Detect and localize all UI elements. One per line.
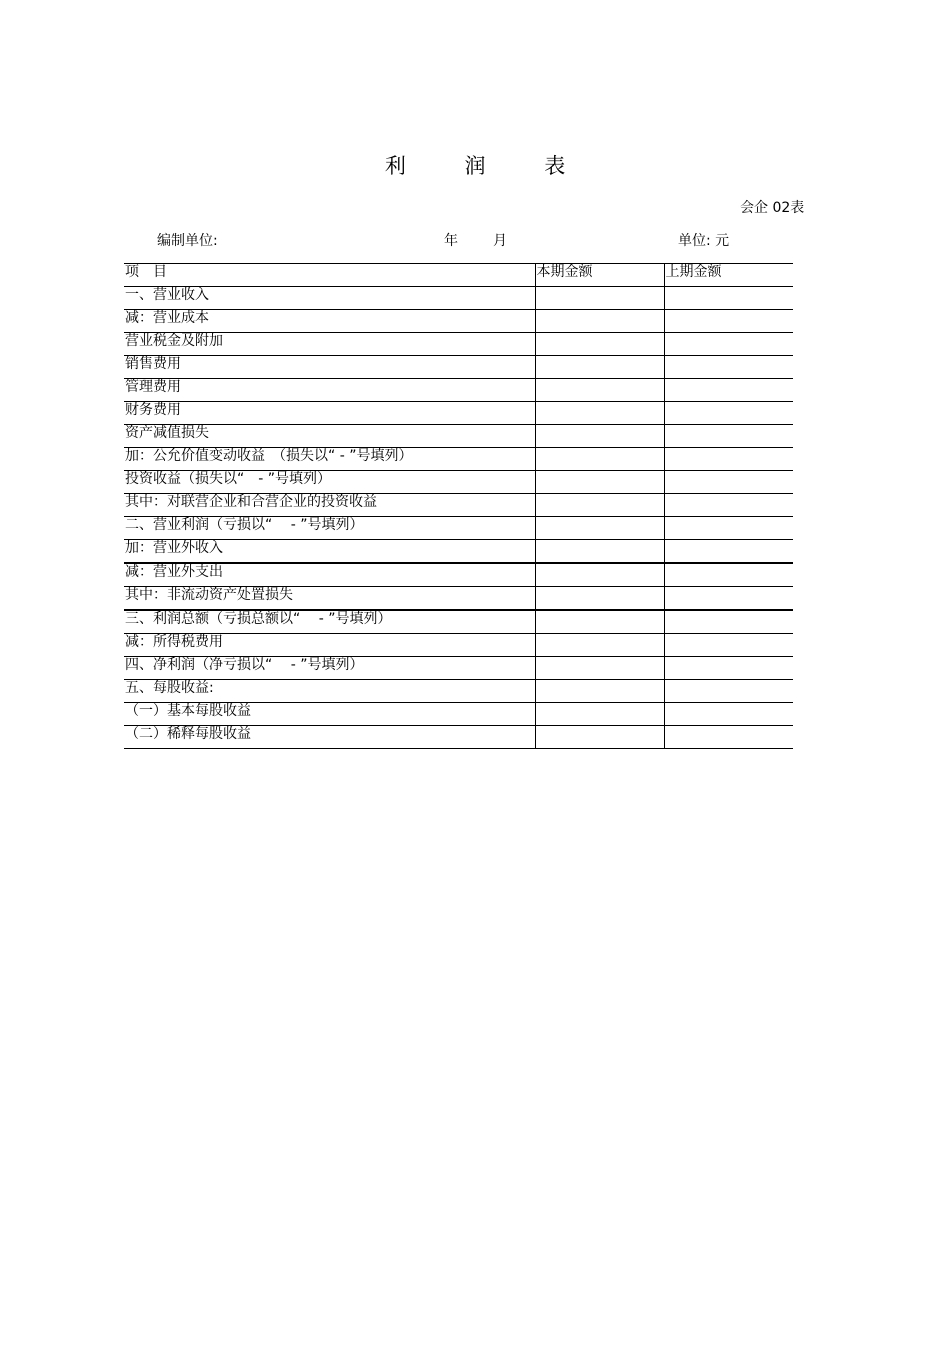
previous-amount-cell[interactable] <box>664 657 793 680</box>
table-row <box>124 379 793 402</box>
current-amount-cell[interactable] <box>535 703 664 726</box>
row-label: 一、营业收入 <box>124 287 535 310</box>
table-row <box>124 703 793 726</box>
current-amount-cell[interactable] <box>535 587 664 611</box>
row-label: 二、营业利润（亏损以“ - ”号填列） <box>124 517 535 540</box>
table-row <box>124 448 793 471</box>
previous-amount-cell[interactable] <box>664 333 793 356</box>
table-row <box>124 726 793 749</box>
previous-amount-cell[interactable] <box>664 425 793 448</box>
table-row <box>124 657 793 680</box>
row-label: 三、利润总额（亏损总额以“ - ”号填列） <box>124 610 535 634</box>
form-code: 会企 02表 <box>740 200 805 216</box>
current-amount-cell[interactable] <box>535 448 664 471</box>
header-current-amount: 本期金额 <box>535 264 664 287</box>
table-row <box>124 287 793 310</box>
title-char-2: 润 <box>464 154 486 178</box>
row-label: （二）稀释每股收益 <box>124 726 535 749</box>
table-row <box>124 680 793 703</box>
current-amount-cell[interactable] <box>535 333 664 356</box>
current-amount-cell[interactable] <box>535 356 664 379</box>
table-row <box>124 563 793 587</box>
previous-amount-cell[interactable] <box>664 379 793 402</box>
row-label: （一）基本每股收益 <box>124 703 535 726</box>
month-label: 月 <box>493 233 507 249</box>
previous-amount-cell[interactable] <box>664 402 793 425</box>
current-amount-cell[interactable] <box>535 402 664 425</box>
row-label: 其中：对联营企业和合营企业的投资收益 <box>124 494 535 517</box>
current-amount-cell[interactable] <box>535 657 664 680</box>
row-label: 五、每股收益: <box>124 680 535 703</box>
header-item: 项 目 <box>124 264 535 287</box>
table-row <box>124 310 793 333</box>
current-amount-cell[interactable] <box>535 680 664 703</box>
current-amount-cell[interactable] <box>535 494 664 517</box>
table-row <box>124 494 793 517</box>
row-label: 销售费用 <box>124 356 535 379</box>
previous-amount-cell[interactable] <box>664 471 793 494</box>
row-label: 加：营业外收入 <box>124 540 535 564</box>
current-amount-cell[interactable] <box>535 471 664 494</box>
current-amount-cell[interactable] <box>535 634 664 657</box>
year-label: 年 <box>444 233 458 249</box>
previous-amount-cell[interactable] <box>664 448 793 471</box>
row-label: 财务费用 <box>124 402 535 425</box>
row-label: 加：公允价值变动收益 （损失以“ - ”号填列） <box>124 448 535 471</box>
current-amount-cell[interactable] <box>535 517 664 540</box>
previous-amount-cell[interactable] <box>664 356 793 379</box>
table-row <box>124 471 793 494</box>
table-row <box>124 333 793 356</box>
title-char-3: 表 <box>544 154 566 178</box>
current-amount-cell[interactable] <box>535 379 664 402</box>
table-header-row <box>124 264 793 287</box>
previous-amount-cell[interactable] <box>664 587 793 611</box>
row-label: 资产减值损失 <box>124 425 535 448</box>
table-row <box>124 517 793 540</box>
row-label: 减：营业外支出 <box>124 563 535 587</box>
previous-amount-cell[interactable] <box>664 310 793 333</box>
previous-amount-cell[interactable] <box>664 494 793 517</box>
previous-amount-cell[interactable] <box>664 540 793 564</box>
table-row <box>124 540 793 564</box>
table-row <box>124 402 793 425</box>
previous-amount-cell[interactable] <box>664 517 793 540</box>
current-amount-cell[interactable] <box>535 287 664 310</box>
page-title <box>0 150 950 180</box>
row-label: 四、净利润（净亏损以“ - ”号填列） <box>124 657 535 680</box>
previous-amount-cell[interactable] <box>664 680 793 703</box>
previous-amount-cell[interactable] <box>664 634 793 657</box>
header-previous-amount: 上期金额 <box>664 264 793 287</box>
table-row <box>124 610 793 634</box>
currency-unit-label: 单位: 元 <box>678 233 730 249</box>
row-label: 其中：非流动资产处置损失 <box>124 587 535 611</box>
table-row <box>124 587 793 611</box>
previous-amount-cell[interactable] <box>664 726 793 749</box>
current-amount-cell[interactable] <box>535 726 664 749</box>
row-label: 减：所得税费用 <box>124 634 535 657</box>
previous-amount-cell[interactable] <box>664 287 793 310</box>
current-amount-cell[interactable] <box>535 540 664 564</box>
table-row <box>124 356 793 379</box>
row-label: 营业税金及附加 <box>124 333 535 356</box>
row-label: 减：营业成本 <box>124 310 535 333</box>
previous-amount-cell[interactable] <box>664 563 793 587</box>
current-amount-cell[interactable] <box>535 425 664 448</box>
title-char-1: 利 <box>384 154 406 178</box>
row-label: 管理费用 <box>124 379 535 402</box>
previous-amount-cell[interactable] <box>664 610 793 634</box>
table-row <box>124 634 793 657</box>
current-amount-cell[interactable] <box>535 310 664 333</box>
previous-amount-cell[interactable] <box>664 703 793 726</box>
current-amount-cell[interactable] <box>535 610 664 634</box>
current-amount-cell[interactable] <box>535 563 664 587</box>
income-statement-table <box>124 263 793 749</box>
row-label: 投资收益（损失以“ - ”号填列） <box>124 471 535 494</box>
table-row <box>124 425 793 448</box>
preparing-unit-label: 编制单位: <box>157 233 218 249</box>
